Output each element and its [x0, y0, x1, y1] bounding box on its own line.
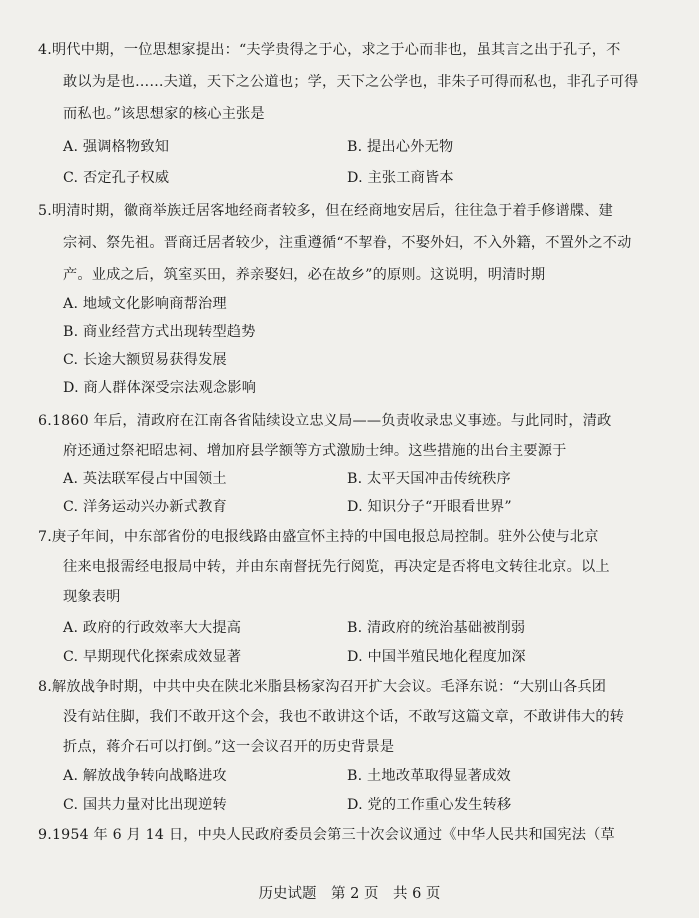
question-number: 9. — [38, 827, 52, 843]
question-7-line-1: 7.庚子年间，中东部省份的电报线路由盛宣怀主持的中国电报总局控制。驻外公使与北京 — [38, 529, 599, 545]
option-b: B. 土地改革取得显著成效 — [347, 768, 511, 784]
option-c: C. 长途大额贸易获得发展 — [63, 352, 227, 368]
question-4-line-1: 4.明代中期，一位思想家提出：“夫学贵得之于心，求之于心而非也，虽其言之出于孔子，不 — [38, 42, 621, 58]
option-c: C. 早期现代化探索成效显著 — [63, 649, 242, 665]
question-5-line-1: 5.明清时期，徽商举族迁居客地经商者较多，但在经商地安居后，往往急于着手修谱牒、建 — [38, 203, 614, 219]
option-a: A. 解放战争转向战略进攻 — [63, 768, 227, 784]
option-a: A. 政府的行政效率大大提高 — [63, 620, 242, 636]
page-footer: 历史试题 第 2 页 共 6 页 — [258, 886, 441, 902]
option-d: D. 主张工商皆本 — [347, 170, 454, 186]
question-8-line-3: 折点，蒋介石可以打倒。”这一会议召开的历史背景是 — [63, 739, 395, 755]
option-d: D. 党的工作重心发生转移 — [347, 797, 512, 813]
question-6-line-2: 府还通过祭祀昭忠祠、增加府县学额等方式激励士绅。这些措施的出台主要源于 — [63, 443, 567, 459]
option-d: D. 知识分子“开眼看世界” — [347, 499, 512, 515]
option-b: B. 清政府的统治基础被削弱 — [347, 620, 526, 636]
question-4-line-3: 而私也。”该思想家的核心主张是 — [63, 106, 265, 122]
question-7-line-3: 现象表明 — [63, 589, 121, 605]
question-8-line-1: 8.解放战争时期，中共中央在陕北米脂县杨家沟召开扩大会议。毛泽东说：“大别山各兵团 — [38, 679, 607, 695]
option-b: B. 提出心外无物 — [347, 139, 454, 155]
option-b: B. 太平天国冲击传统秩序 — [347, 471, 511, 487]
option-c: C. 国共力量对比出现逆转 — [63, 797, 227, 813]
option-d: D. 商人群体深受宗法观念影响 — [63, 380, 257, 396]
option-b: B. 商业经营方式出现转型趋势 — [63, 324, 256, 340]
question-number: 4. — [38, 42, 52, 58]
question-6-line-1: 6.1860 年后，清政府在江南各省陆续设立忠义局——负责收录忠义事迹。与此同时，清政 — [38, 413, 612, 429]
question-4-line-2: 敢以为是也……夫道，天下之公道也；学，天下之公学也，非朱子可得而私也，非孔子可得 — [63, 74, 639, 90]
question-8-line-2: 没有站住脚，我们不敢开这个会，我也不敢讲这个话，不敢写这篇文章，不敢讲伟大的转 — [63, 709, 625, 725]
question-5-line-2: 宗祠、祭先祖。晋商迁居者较少，注重遵循“不挈眷，不娶外妇，不入外籍，不置外之不动 — [63, 235, 632, 251]
option-d: D. 中国半殖民地化程度加深 — [347, 649, 526, 665]
option-a: A. 地域文化影响商帮治理 — [63, 296, 227, 312]
option-c: C. 洋务运动兴办新式教育 — [63, 499, 227, 515]
question-9-line-1: 9.1954 年 6 月 14 日，中央人民政府委员会第三十次会议通过《中华人民共和国宪法（草 — [38, 827, 615, 843]
question-number: 8. — [38, 679, 52, 695]
question-number: 5. — [38, 203, 52, 219]
option-a: A. 英法联军侵占中国领土 — [63, 471, 227, 487]
question-7-line-2: 往来电报需经电报局中转，并由东南督抚先行阅览，再决定是否将电文转往北京。以上 — [63, 559, 610, 575]
question-5-line-3: 产。业成之后，筑室买田，养亲娶妇，必在故乡”的原则。这说明，明清时期 — [63, 267, 546, 283]
question-number: 6. — [38, 413, 52, 429]
option-c: C. 否定孔子权威 — [63, 170, 170, 186]
question-number: 7. — [38, 529, 52, 545]
option-a: A. 强调格物致知 — [63, 139, 170, 155]
